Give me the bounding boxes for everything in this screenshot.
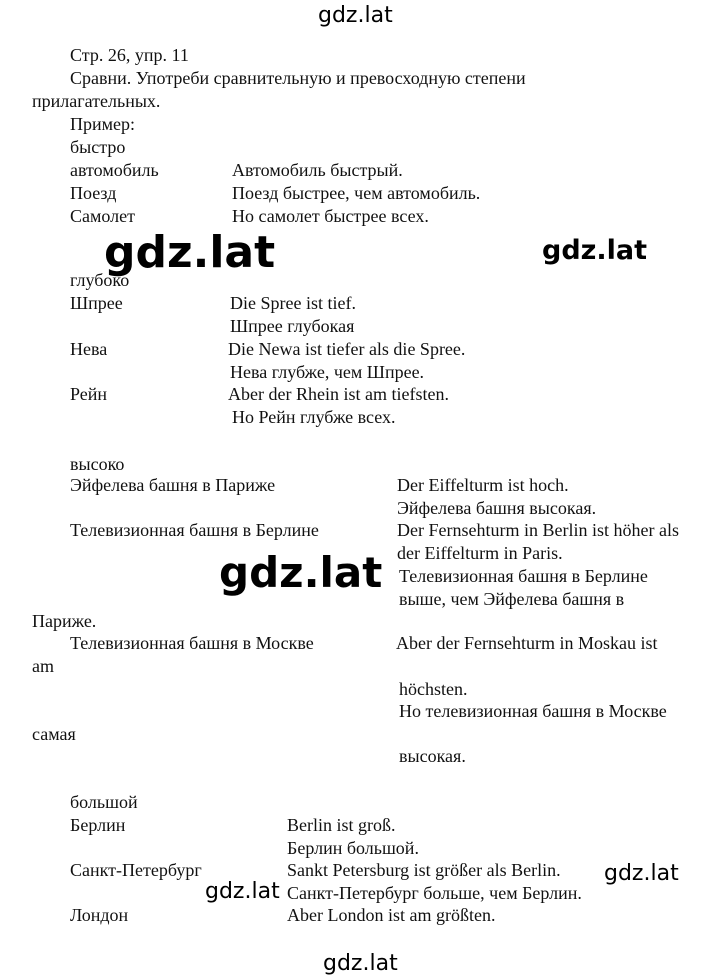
big-ru: Берлин большой. bbox=[287, 838, 419, 858]
big-item: Санкт-Петербург bbox=[70, 860, 202, 880]
watermark-top: gdz.lat bbox=[318, 3, 393, 28]
high-de: Aber der Fernsehturm in Moskau ist bbox=[396, 633, 658, 653]
example-text: Поезд быстрее, чем автомобиль. bbox=[232, 183, 481, 203]
watermark-right: gdz.lat bbox=[542, 235, 648, 266]
high-item: Телевизионная башня в Берлине bbox=[70, 520, 319, 540]
big-de: Berlin ist groß. bbox=[287, 815, 396, 835]
example-word: быстро bbox=[70, 137, 126, 157]
high-ru: высокая. bbox=[399, 746, 466, 766]
high-ru: Париже. bbox=[32, 611, 97, 631]
high-de: am bbox=[32, 656, 54, 676]
high-de: Der Eiffelturm ist hoch. bbox=[397, 475, 569, 495]
section-word-deep: глубоко bbox=[70, 270, 130, 290]
high-item: Телевизионная башня в Москве bbox=[70, 633, 314, 653]
high-ru: Эйфелева башня высокая. bbox=[397, 498, 597, 518]
high-de: der Eiffelturm in Paris. bbox=[397, 543, 563, 563]
task-instruction-line2: прилагательных. bbox=[32, 91, 161, 111]
high-ru: Телевизионная башня в Берлине bbox=[399, 566, 648, 586]
example-text: Автомобиль быстрый. bbox=[232, 160, 403, 180]
example-item: Поезд bbox=[70, 183, 117, 203]
watermark-center: gdz.lat bbox=[219, 548, 383, 597]
deep-item: Нева bbox=[70, 339, 108, 359]
watermark-lower-right: gdz.lat bbox=[604, 861, 679, 886]
deep-ru: Нева глубже, чем Шпрее. bbox=[230, 362, 425, 382]
section-word-high: высоко bbox=[70, 454, 125, 474]
high-ru: самая bbox=[32, 724, 76, 744]
high-de: höchsten. bbox=[399, 679, 468, 699]
example-item: автомобиль bbox=[70, 160, 159, 180]
watermark-lower-left: gdz.lat bbox=[205, 879, 280, 904]
task-instruction-line1: Сравни. Употреби сравнительную и превосходную степени bbox=[70, 68, 526, 88]
high-ru: выше, чем Эйфелева башня в bbox=[399, 589, 625, 609]
big-item: Лондон bbox=[70, 905, 129, 925]
deep-de: Die Spree ist tief. bbox=[230, 293, 356, 313]
deep-ru: Шпрее глубокая bbox=[230, 316, 355, 336]
section-word-big: большой bbox=[70, 792, 138, 812]
example-text: Но самолет быстрее всех. bbox=[232, 206, 429, 226]
deep-item: Шпрее bbox=[70, 293, 123, 313]
big-item: Берлин bbox=[70, 815, 126, 835]
high-ru: Но телевизионная башня в Москве bbox=[399, 701, 667, 721]
big-de: Sankt Petersburg ist größer als Berlin. bbox=[287, 860, 561, 880]
watermark-large-left: gdz.lat bbox=[104, 227, 276, 278]
big-de: Aber London ist am größten. bbox=[287, 905, 496, 925]
high-item: Эйфелева башня в Париже bbox=[70, 475, 276, 495]
high-de: Der Fernsehturm in Berlin ist höher als bbox=[397, 520, 679, 540]
exercise-reference: Стр. 26, упр. 11 bbox=[70, 45, 189, 65]
watermark-bottom: gdz.lat bbox=[323, 951, 398, 976]
deep-de: Die Newa ist tiefer als die Spree. bbox=[228, 339, 466, 359]
big-ru: Санкт-Петербург больше, чем Берлин. bbox=[287, 883, 582, 903]
deep-ru: Но Рейн глубже всех. bbox=[232, 407, 396, 427]
example-item: Самолет bbox=[70, 206, 135, 226]
example-label: Пример: bbox=[70, 114, 136, 134]
deep-de: Aber der Rhein ist am tiefsten. bbox=[228, 384, 449, 404]
deep-item: Рейн bbox=[70, 384, 108, 404]
